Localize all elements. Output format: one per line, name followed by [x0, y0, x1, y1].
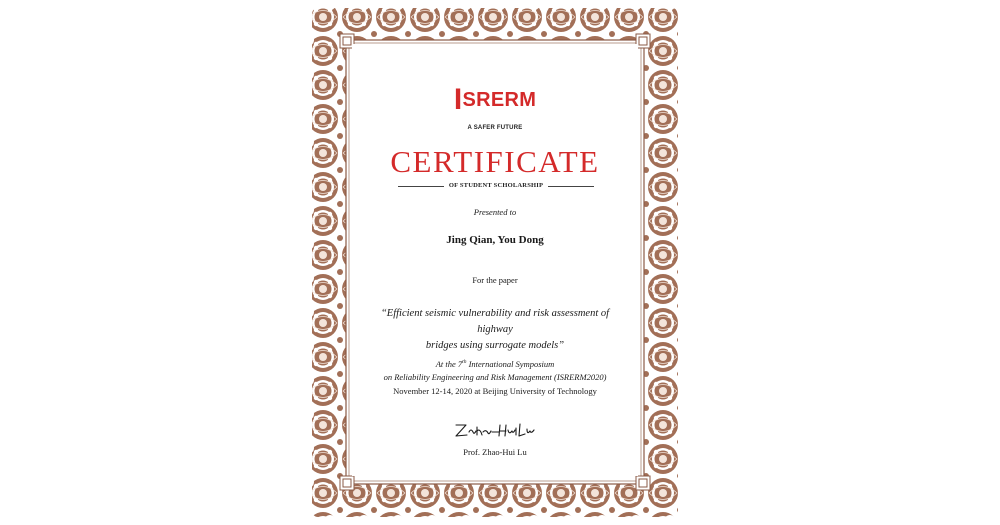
certificate-body: [352, 44, 638, 476]
event-line-1: [352, 356, 638, 371]
for-paper-label: For the paper: [472, 275, 518, 285]
event-line-1-prefix: At the 7: [435, 358, 463, 369]
subtitle-rule-right: [548, 186, 594, 187]
event-line-3: November 12-14, 2020 at Beijing University of Technology: [393, 385, 597, 396]
certificate-subtitle-row: [398, 180, 594, 192]
logo-rest: SRERM: [462, 89, 537, 111]
event-line-1-suffix: International Symposium: [466, 358, 555, 369]
subtitle-rule-left: [398, 186, 444, 187]
presented-to-label: Presented to: [473, 207, 517, 217]
certificate-title: CERTIFICATE: [390, 144, 600, 179]
logo-tagline: A SAFER FUTURE: [467, 125, 523, 131]
paper-title-line-2: bridges using surrogate models”: [425, 340, 565, 351]
paper-title: [362, 306, 628, 354]
handwritten-signature: [452, 419, 538, 441]
recipient-names: Jing Qian, You Dong: [446, 234, 544, 246]
paper-title-line-1: “Efficient seismic vulnerability and risk assessment of highway: [380, 308, 610, 335]
certificate-subtitle: OF STUDENT SCHOLARSHIP: [448, 182, 544, 189]
event-details: [352, 356, 638, 398]
isrerm-logo: [352, 83, 638, 116]
event-line-2: on Reliability Engineering and Risk Management (ISRERM2020): [383, 372, 607, 383]
signer-name: Prof. Zhao-Hui Lu: [463, 447, 527, 457]
logo-initial: I: [453, 83, 463, 116]
event-ordinal-suffix: th: [462, 359, 467, 365]
